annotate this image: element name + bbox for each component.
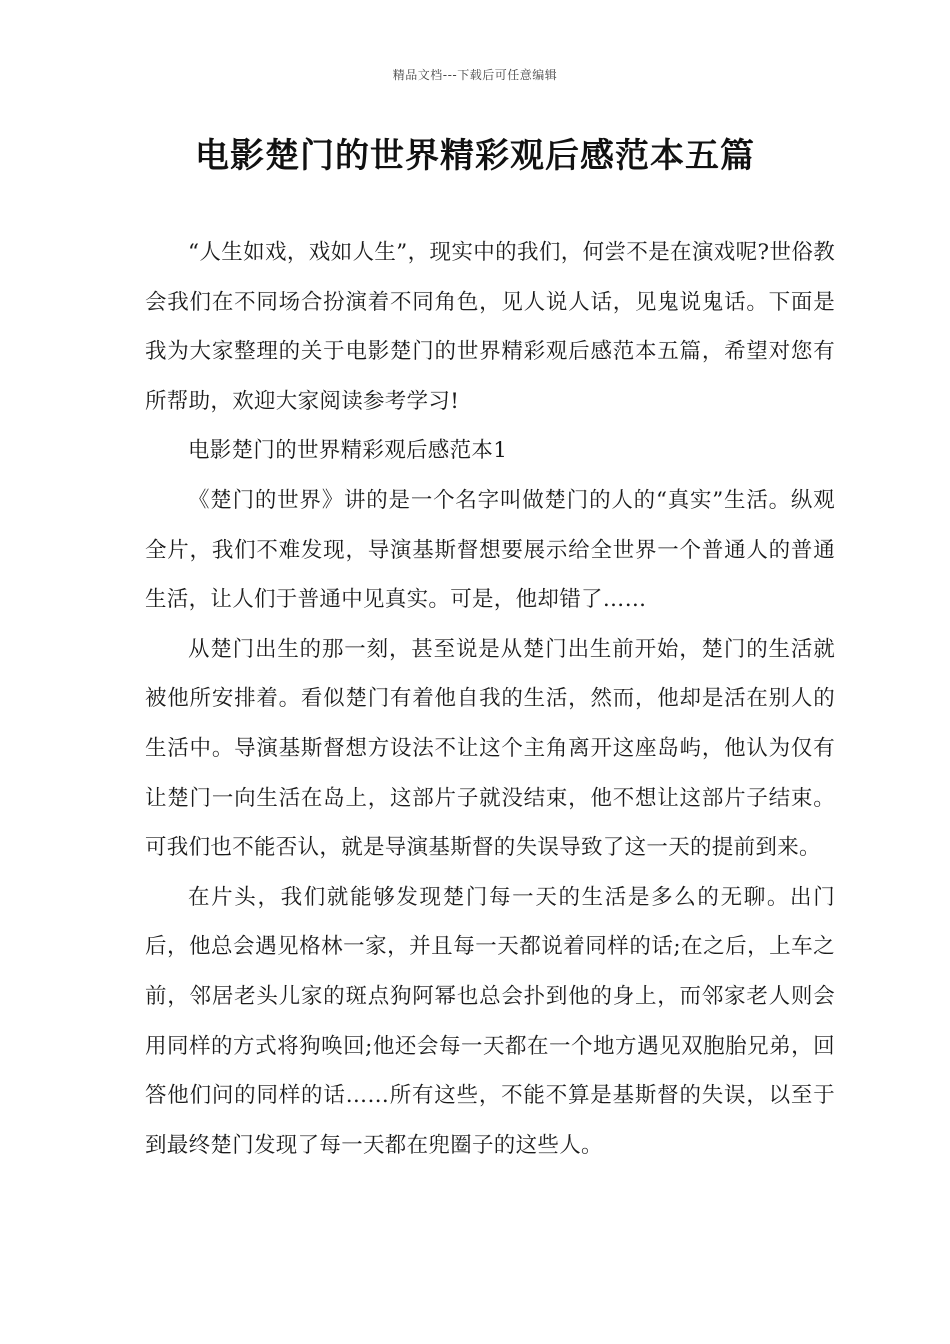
body-paragraph: 《楚门的世界》讲的是一个名字叫做楚门的人的“真实”生活。纵观全片，我们不难发现，导演基斯督想要展示给全世界一个普通人的普通生活，让人们于普通中见真实。可是，他却错了…… <box>145 487 835 613</box>
document-title: 电影楚门的世界精彩观后感范本五篇 <box>195 136 755 176</box>
section-heading: 电影楚门的世界精彩观后感范本1 <box>188 438 508 464</box>
document-body <box>145 228 835 1170</box>
header-note: 精品文档---下载后可任意编辑 <box>392 68 558 82</box>
body-paragraph: 从楚门出生的那一刻，甚至说是从楚门出生前开始，楚门的生活就被他所安排着。看似楚门有着他自我的生活，然而，他却是活在别人的生活中。导演基斯督想方设法不让这个主角离开这座岛屿，他认为仅有让楚门一向生活在岛上，这部片子就没结束，他不想让这部片子结束。可我们也不能否认，就是导演基斯督的失误导致了这一天的提前到来。 <box>145 636 835 861</box>
intro-paragraph: “人生如戏，戏如人生”，现实中的我们，何尝不是在演戏呢?世俗教会我们在不同场合扮演着不同角色，见人说人话，见鬼说鬼话。下面是我为大家整理的关于电影楚门的世界精彩观后感范本五篇，希望对您有所帮助，欢迎大家阅读参考学习! <box>145 240 835 414</box>
body-paragraph: 在片头，我们就能够发现楚门每一天的生活是多么的无聊。出门后，他总会遇见格林一家，并且每一天都说着同样的话;在之后，上车之前，邻居老头儿家的斑点狗阿幂也总会扑到他的身上，而邻家老人则会用同样的方式将狗唤回;他还会每一天都在一个地方遇见双胞胎兄弟，回答他们问的同样的话……所有这些，不能不算是基斯督的失误，以至于到最终楚门发现了每一天都在兜圈子的这些人。 <box>145 884 835 1158</box>
